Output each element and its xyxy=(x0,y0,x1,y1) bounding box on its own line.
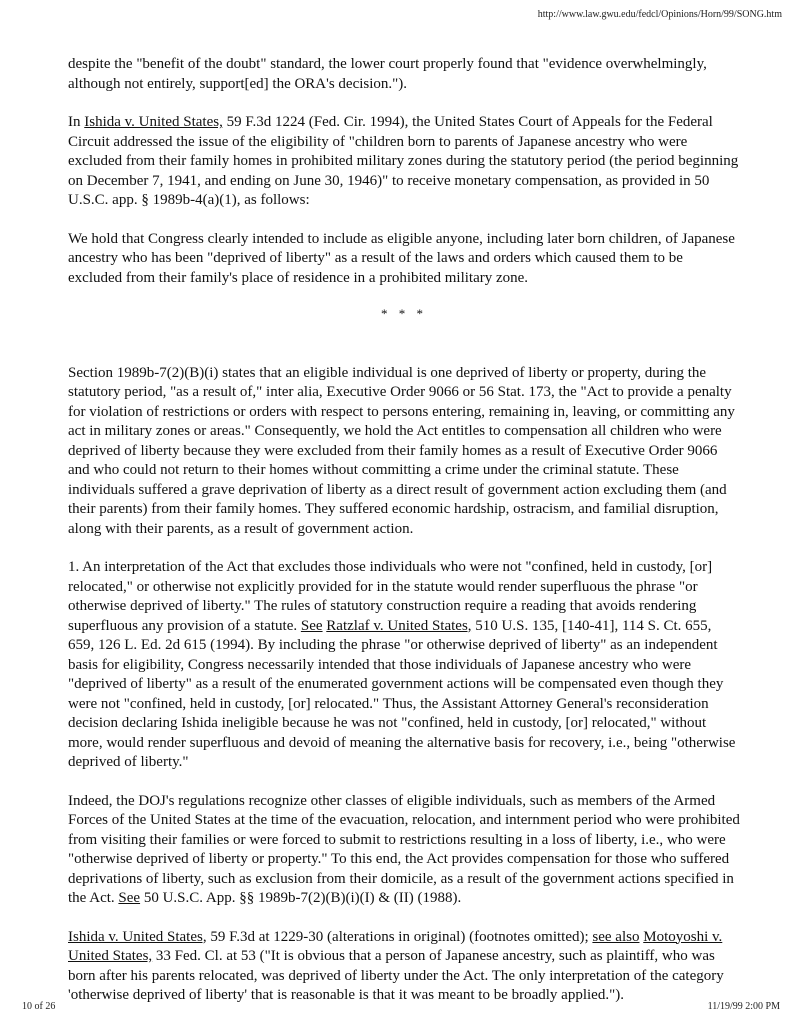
paragraph-citation xyxy=(68,928,740,1006)
paragraph-section-1989b: Section 1989b-7(2)(B)(i) states that an eligible individual is one deprived of liberty or property, during the statutory period, "as a result of," inter alia, Executive Order 9066 or 56 Stat. 173, the "Act to provide a penalty for violation of restrictions or orders with respect to persons entering, remaining in, leaving, or committing any act in military zones or areas." Consequently, we hold the Act entitles to compensation all children who were deprived of liberty because they were excluded from their family homes as a result of Executive Order 9066 and who could not return to their homes without committing a crime under the criminal statute. These individuals suffered a grave deprivation of liberty as a direct result of government action excluding them (and their parents) from their family homes. They suffered economic hardship, ostracism, and familial disruption, along with their parents, as a result of government action. xyxy=(68,364,735,537)
opinion-body xyxy=(68,55,740,1025)
print-datetime: 11/19/99 2:00 PM xyxy=(707,1001,780,1012)
paragraph-doj-regulations xyxy=(68,792,740,909)
text-run: 59 F.3d 1224 (Fed. Cir. 1994), the United States Court of Appeals for the Federal Circuit addressed the issue of the eligibility of "children born to parents of Japanese ancestry who were excluded from their family homes in prohibited military zones during the statutory period (the period beginning on December 7, 1941, and ending on June 30, 1946)" to receive monetary compensation, as provided in 50 U.S.C. app. § 1989b-4(a)(1), as follows: xyxy=(68,114,739,208)
case-citation-ratzlaf: Ratzlaf v. United States, xyxy=(326,617,472,634)
text-run: 33 Fed. Cl. at 53 ("It is obvious that a person of Japanese ancestry, such as plaintiff, who was born after his parents relocated, was deprived of liberty under the Act. The only interpretation of the category 'otherwise deprived of liberty' that is reasonable is that it was meant to be broadly applied."). xyxy=(68,948,724,1003)
paragraph-1: despite the "benefit of the doubt" standard, the lower court properly found that "evidence overwhelmingly, although not entirely, support[ed] the ORA's decision."). xyxy=(68,56,707,92)
text-run: In xyxy=(68,114,85,130)
page-number: 10 of 26 xyxy=(22,1001,56,1012)
case-citation-motoyoshi: Motoyoshi v. United States, xyxy=(68,928,723,964)
paragraph-interpretation xyxy=(68,558,740,773)
block-quote-holding: We hold that Congress clearly intended to include as eligible anyone, including later born children, of Japanese ancestry who has been "deprived of liberty" as a result of the laws and orders which caused them to be excluded from their family's place of residence in a prohibited military zone. xyxy=(68,230,735,286)
text-run: 1. An interpretation of the Act that excludes those individuals who were not "confined, held in custody, [or] relocated," or otherwise not explicitly provided for in the statute would render superfluous the phrase "or otherwise deprived of liberty." The rules of statutory construction require a reading that avoids rendering superfluous any provision of a statute. xyxy=(68,559,713,634)
page-url: http://www.law.gwu.edu/fedcl/Opinions/Horn/99/SONG.htm xyxy=(537,9,782,20)
signal-see-also: see also xyxy=(592,928,640,945)
signal-see: See xyxy=(118,890,141,906)
case-citation-ishida: Ishida v. United States, xyxy=(68,928,207,945)
signal-see: See xyxy=(300,617,323,634)
paragraph-2 xyxy=(68,113,740,211)
section-separator: * * * xyxy=(381,306,427,321)
text-run: Indeed, the DOJ's regulations recognize other classes of eligible individuals, such as members of the Armed Forces of the United States at the time of the evacuation, relocation, and internment period who were prohibited from visiting their families or were forced to submit to restrictions resulting in a loss of liberty, i.e., who were "otherwise deprived of liberty or property." To this end, the Act provides compensation for those who suffered deprivations of liberty, such as exclusion from their domicile, as a result of the government actions specified in the Act. xyxy=(68,792,740,906)
text-run: 59 F.3d at 1229-30 (alterations in original) (footnotes omitted); xyxy=(206,928,593,945)
text-run: 50 U.S.C. App. §§ 1989b-7(2)(B)(i)(I) & (II) (1988). xyxy=(140,890,462,906)
case-citation-ishida: Ishida v. United States, xyxy=(84,114,223,130)
text-run: 510 U.S. 135, [140-41], 114 S. Ct. 655, 659, 126 L. Ed. 2d 615 (1994). By including the phrase "or otherwise deprived of liberty" as an independent basis for eligibility, Congress necessarily intended that those individuals of Japanese ancestry who were "deprived of liberty" as a result of the enumerated government actions will be compensated even though they were not "confined, held in custody, [or] relocated." Thus, the Assistant Attorney General's reconsideration decision declaring Ishida ineligible because he was not "confined, held in custody, [or] relocated," without more, would render superfluous and devoid of meaning the alternative basis for recovery, i.e., being "otherwise deprived of liberty." xyxy=(68,617,736,770)
